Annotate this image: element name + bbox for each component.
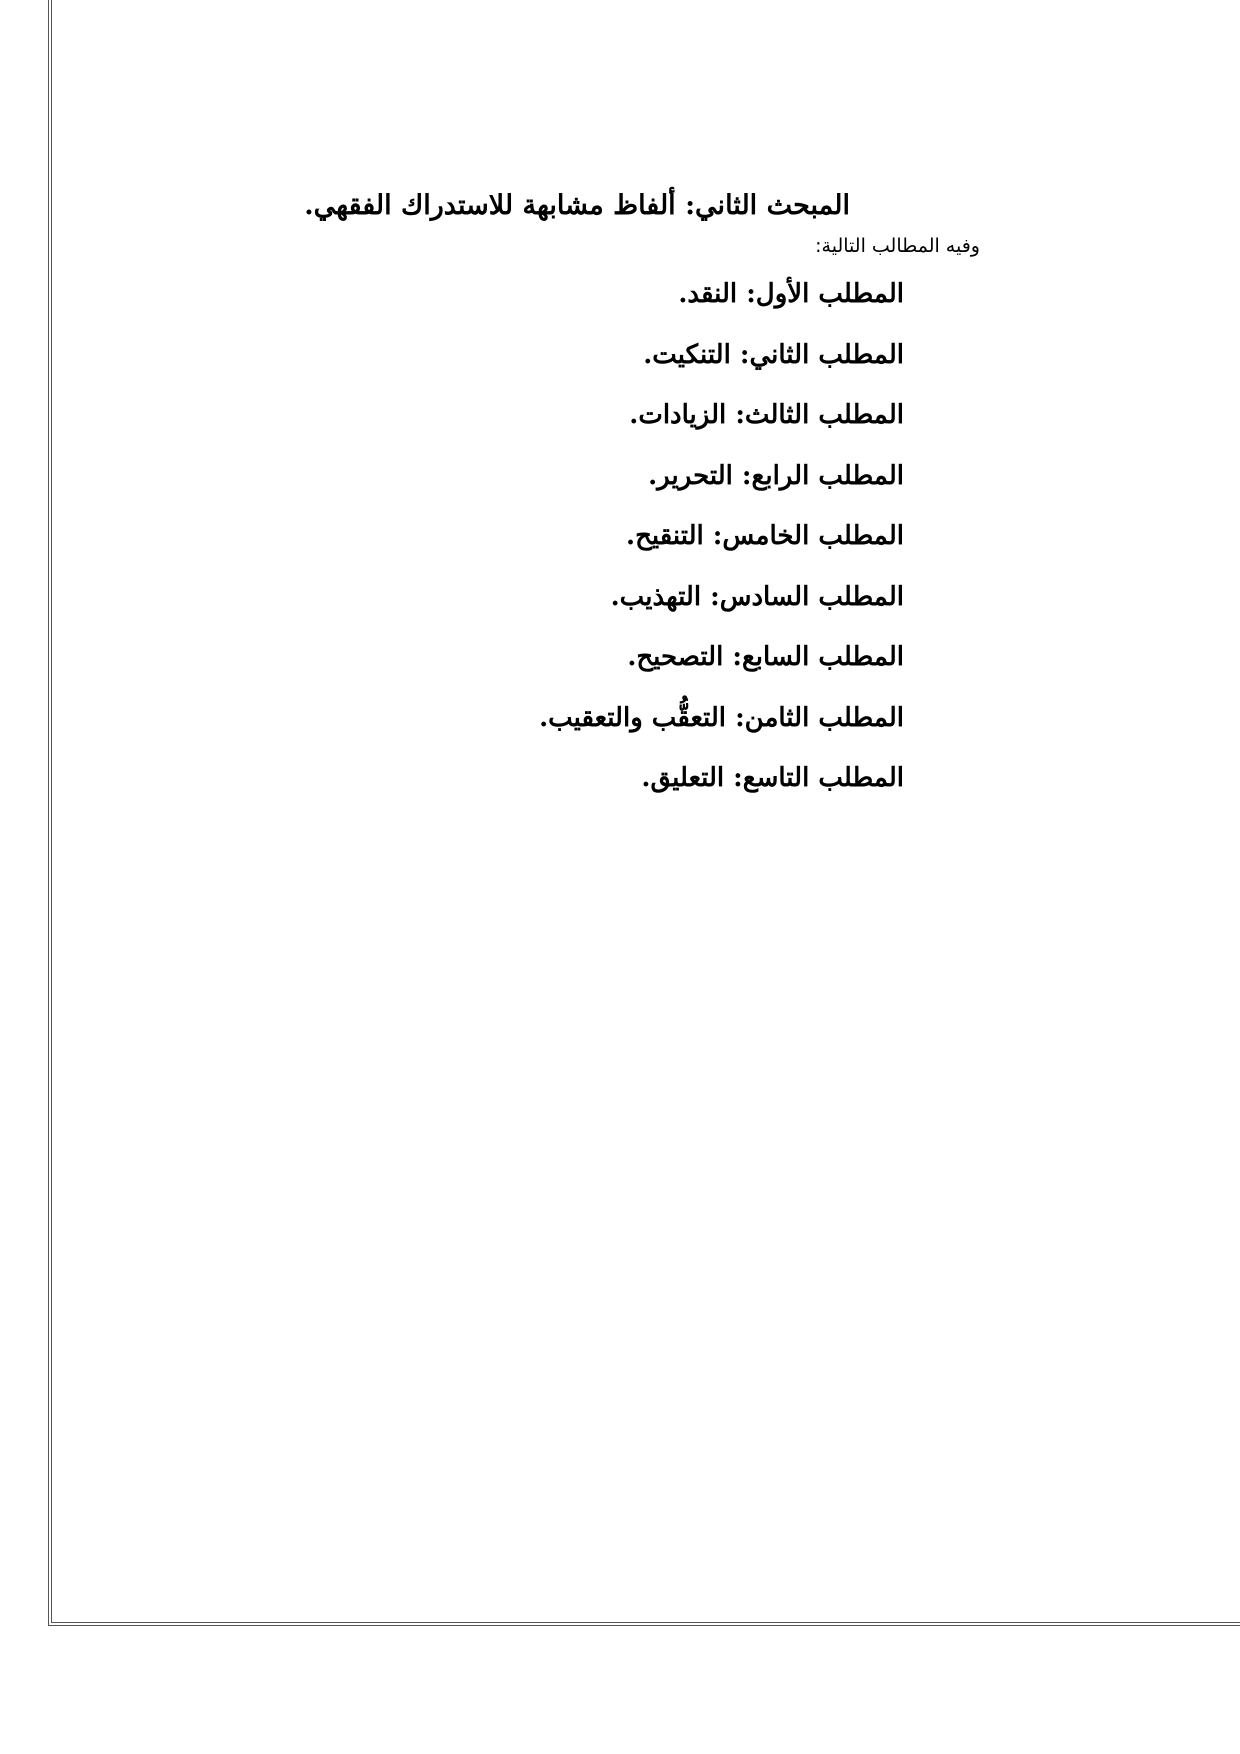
section-item: المطلب السادس: التهذيب. — [610, 581, 904, 612]
section-item: المطلب الخامس: التنقيح. — [626, 521, 904, 551]
sections-list — [260, 264, 980, 809]
document-body — [260, 186, 980, 809]
chapter-title: المبحث الثاني: ألفاظ مشابهة للاستدراك الفقهي. — [304, 190, 850, 221]
intro-text: وفيه المطالب التالية: — [815, 235, 980, 257]
section-item: المطلب الثاني: التنكيت. — [643, 339, 904, 370]
section-item: المطلب السابع: التصحيح. — [627, 642, 904, 672]
section-item: المطلب الثالث: الزيادات. — [629, 400, 904, 430]
section-item: المطلب الأول: النقد. — [678, 279, 904, 309]
section-item: المطلب الرابع: التحرير. — [648, 460, 904, 491]
section-item: المطلب الثامن: التعقُّب والتعقيب. — [539, 702, 904, 733]
section-item: المطلب التاسع: التعليق. — [641, 763, 904, 793]
